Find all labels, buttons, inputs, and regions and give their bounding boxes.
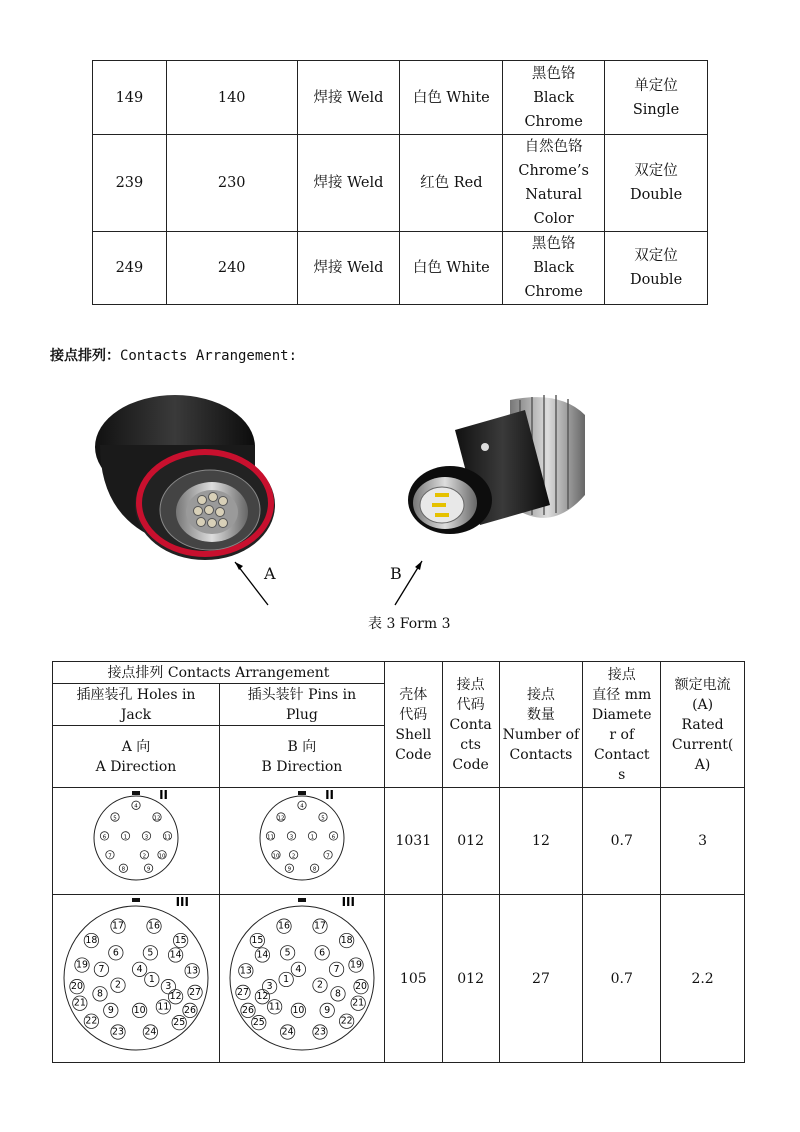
contacts-code: 012 xyxy=(442,788,499,895)
pin-number: 9 xyxy=(146,866,151,873)
pin-number: 26 xyxy=(241,1004,254,1016)
plug-pin-diagram xyxy=(222,788,382,888)
keyway-mark xyxy=(132,791,140,795)
contacts-code: 012 xyxy=(442,895,499,1063)
pin-number: 15 xyxy=(251,934,264,946)
label-b: B xyxy=(390,564,402,583)
pin-number: 25 xyxy=(173,1016,186,1028)
pin-number: 16 xyxy=(277,920,290,932)
pin-number: 7 xyxy=(326,853,330,860)
pin-number: 24 xyxy=(144,1026,157,1037)
table-row xyxy=(53,788,745,895)
pin-number: 10 xyxy=(158,853,166,860)
pin-number: 7 xyxy=(98,963,105,975)
label-a: A xyxy=(264,564,276,583)
termination: 焊接 Weld xyxy=(297,61,400,135)
jack-header: 插座装孔 Holes in Jack xyxy=(53,684,220,726)
pin-number: 19 xyxy=(349,959,362,971)
plug-pin-diagram xyxy=(222,896,382,1056)
pin-number: 26 xyxy=(184,1004,196,1016)
layout-roman: III xyxy=(341,895,355,909)
shell-outline xyxy=(230,906,374,1050)
pin-number: 10 xyxy=(292,1004,305,1016)
arrangement-header: 接点排列 Contacts Arrangement xyxy=(53,662,385,684)
code-a: 239 xyxy=(93,135,167,232)
pin-number: 18 xyxy=(340,934,353,946)
termination: 焊接 Weld xyxy=(297,135,400,232)
jack-layout-12 xyxy=(53,788,220,895)
number-header: 接点 数量 Number of Contacts xyxy=(499,662,583,788)
table-row xyxy=(53,895,745,1063)
code-b: 230 xyxy=(166,135,297,232)
pin-number: 4 xyxy=(134,803,138,810)
pin-number: 21 xyxy=(352,997,365,1009)
jack-pin-diagram xyxy=(56,896,216,1056)
keying: 双定位 Double xyxy=(605,135,708,232)
pin-number: 10 xyxy=(133,1004,146,1016)
pin-number: 8 xyxy=(334,987,341,999)
connector-figure xyxy=(80,385,620,610)
pin-number: 5 xyxy=(113,815,117,822)
pin-number: 14 xyxy=(256,948,269,960)
pin-number: 1 xyxy=(310,834,315,841)
plug-layout-12 xyxy=(219,788,384,895)
pin-number: 2 xyxy=(114,979,121,991)
pin-number: 17 xyxy=(313,920,326,932)
keyway-mark xyxy=(298,898,306,902)
pin-number: 8 xyxy=(121,866,126,873)
pin-number: 4 xyxy=(295,963,302,975)
pin-number: 5 xyxy=(321,815,325,822)
pin-number: 20 xyxy=(70,980,83,992)
pin-number: 3 xyxy=(144,834,149,841)
termination: 焊接 Weld xyxy=(297,232,400,305)
insulator-color: 白色 White xyxy=(400,61,503,135)
plug-header: 插头装针 Pins in Plug xyxy=(219,684,384,726)
pin-number: 17 xyxy=(112,920,124,932)
shell-outline xyxy=(64,906,208,1050)
pin-number: 13 xyxy=(186,964,199,976)
pin-number: 23 xyxy=(313,1026,326,1037)
insulator-color: 红色 Red xyxy=(400,135,503,232)
pin-number: 11 xyxy=(268,1000,281,1012)
pin-number: 7 xyxy=(108,853,112,860)
pin-number: 11 xyxy=(157,1000,170,1012)
pin-number: 3 xyxy=(289,834,294,841)
number-of-contacts: 12 xyxy=(499,788,583,895)
plug-connector-image xyxy=(408,395,585,534)
pin-number: 2 xyxy=(142,853,147,860)
pin-number: 9 xyxy=(324,1004,331,1016)
table-row xyxy=(93,232,708,305)
shell-code: 105 xyxy=(384,895,442,1063)
code-b: 140 xyxy=(166,61,297,135)
shell-code-header: 壳体 代码 Shell Code xyxy=(384,662,442,788)
pin-number: 9 xyxy=(287,866,292,873)
keyway-mark xyxy=(298,791,306,795)
pin-number: 1 xyxy=(148,973,155,985)
figure-caption: 表 3 Form 3 xyxy=(368,616,451,632)
top-spec-table xyxy=(92,60,708,305)
pin-number: 10 xyxy=(272,853,280,860)
pin-number: 11 xyxy=(266,834,274,841)
pin-number: 27 xyxy=(189,986,201,998)
code-a: 149 xyxy=(93,61,167,135)
layout-roman: III xyxy=(175,895,189,909)
jack-pin-diagram xyxy=(56,788,216,888)
section-heading: 接点排列：Contacts Arrangement: xyxy=(50,348,298,364)
shell-code: 1031 xyxy=(384,788,442,895)
pin-number: 21 xyxy=(73,997,86,1009)
contacts-code-header: 接点 代码 Conta cts Code xyxy=(442,662,499,788)
current-header: 额定电流 (A) Rated Current( A) xyxy=(661,662,745,788)
finish: 黑色铬 Black Chrome xyxy=(503,61,605,135)
pin-number: 23 xyxy=(112,1026,124,1037)
code-a: 249 xyxy=(93,232,167,305)
pin-number: 8 xyxy=(312,866,317,873)
pin-number: 15 xyxy=(174,934,187,946)
jack-layout-27 xyxy=(53,895,220,1063)
pin-number: 2 xyxy=(291,853,296,860)
code-b: 240 xyxy=(166,232,297,305)
pin-number: 2 xyxy=(316,979,323,991)
pin-number: 9 xyxy=(107,1004,114,1016)
contacts-arrangement-table xyxy=(52,661,745,1063)
layout-roman: II xyxy=(325,788,334,802)
pin-number: 8 xyxy=(96,987,103,999)
pin-number: 5 xyxy=(284,946,291,958)
number-of-contacts: 27 xyxy=(499,895,583,1063)
pin-number: 5 xyxy=(147,946,154,958)
keying: 单定位 Single xyxy=(605,61,708,135)
pin-number: 19 xyxy=(76,959,88,971)
contact-diameter: 0.7 xyxy=(583,895,661,1063)
pin-number: 13 xyxy=(239,964,252,976)
pin-number: 11 xyxy=(163,834,171,841)
pin-number: 3 xyxy=(165,980,172,992)
insulator-color: 白色 White xyxy=(400,232,503,305)
finish: 黑色铬 Black Chrome xyxy=(503,232,605,305)
a-direction: A 向 A Direction xyxy=(53,726,220,788)
pin-number: 6 xyxy=(112,946,119,958)
pin-number: 20 xyxy=(355,980,367,992)
pin-number: 12 xyxy=(256,990,269,1002)
pin-number: 22 xyxy=(85,1015,98,1027)
header-row xyxy=(53,662,745,684)
pin-number: 4 xyxy=(300,803,304,810)
pin-number: 3 xyxy=(266,980,273,992)
keying: 双定位 Double xyxy=(605,232,708,305)
pin-number: 12 xyxy=(169,990,182,1002)
pin-number: 12 xyxy=(277,815,285,822)
plug-layout-27 xyxy=(219,895,384,1063)
pin-number: 14 xyxy=(169,948,182,960)
pin-number: 6 xyxy=(331,834,336,841)
pin-number: 6 xyxy=(102,834,107,841)
pin-number: 27 xyxy=(236,986,249,998)
pin-number: 18 xyxy=(85,934,98,946)
pin-number: 22 xyxy=(340,1015,353,1027)
pin-number: 1 xyxy=(283,973,290,985)
pin-number: 25 xyxy=(252,1016,265,1028)
table-row xyxy=(93,135,708,232)
rated-current: 3 xyxy=(661,788,745,895)
keyway-mark xyxy=(132,898,140,902)
diameter-header: 接点 直径 mm Diamete r of Contact s xyxy=(583,662,661,788)
b-direction: B 向 B Direction xyxy=(219,726,384,788)
pin-number: 4 xyxy=(136,963,143,975)
pin-number: 1 xyxy=(123,834,128,841)
finish: 自然色铬 Chrome’s Natural Color xyxy=(503,135,605,232)
pin-number: 12 xyxy=(153,815,161,822)
pin-number: 24 xyxy=(281,1026,294,1037)
jack-connector-image xyxy=(95,395,275,560)
contact-diameter: 0.7 xyxy=(583,788,661,895)
table-row xyxy=(93,61,708,135)
pin-number: 6 xyxy=(319,946,326,958)
rated-current: 2.2 xyxy=(661,895,745,1063)
pin-number: 7 xyxy=(333,963,340,975)
pin-number: 16 xyxy=(148,920,160,932)
layout-roman: II xyxy=(159,788,169,802)
